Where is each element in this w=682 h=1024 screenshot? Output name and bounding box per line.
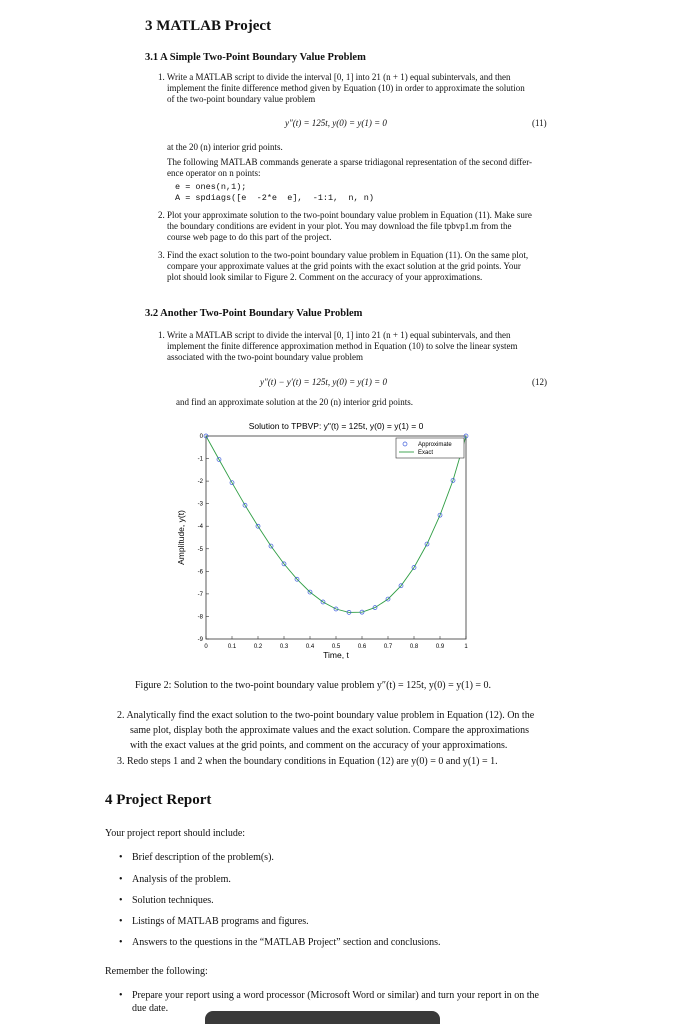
report-bullet-4: • Listings of MATLAB programs and figures. bbox=[132, 916, 309, 927]
s32-item-1 bbox=[158, 330, 558, 364]
subsection-3-1-title: 3.1 A Simple Two-Point Boundary Value Problem bbox=[145, 52, 366, 63]
s32-item2-line1: 2. Analytically find the exact solution to the two-point boundary value problem in Equation (12). On the bbox=[117, 710, 535, 721]
y-tick-label: -8 bbox=[197, 614, 203, 621]
legend-approximate-label: Approximate bbox=[418, 442, 452, 448]
x-axis-label: Time, t bbox=[323, 650, 349, 660]
x-tick-label: 0.6 bbox=[357, 644, 367, 650]
s31-after-line1: at the 20 (n) interior grid points. bbox=[167, 142, 283, 152]
y-tick-label: -1 bbox=[197, 456, 203, 463]
y-tick-label: -5 bbox=[197, 546, 203, 553]
y-tick-label: -4 bbox=[197, 524, 203, 531]
report-bullet-2: • Analysis of the problem. bbox=[132, 874, 231, 885]
section-4-title: 4 Project Report bbox=[105, 792, 212, 808]
remember-bullet-line2: due date. bbox=[132, 1003, 169, 1014]
y-tick-label: -2 bbox=[197, 479, 203, 486]
y-tick-label: -6 bbox=[197, 569, 203, 576]
s31-item-3 bbox=[158, 250, 558, 284]
equation-12-number: (12) bbox=[532, 377, 547, 387]
x-tick-label: 0.7 bbox=[383, 644, 393, 650]
legend-exact-label: Exact bbox=[418, 450, 434, 456]
report-intro: Your project report should include: bbox=[105, 828, 246, 839]
s31-item1-line2: implement the finite difference method given by Equation (10) in order to approximate the solution bbox=[167, 83, 525, 94]
s31-item2-line1: 2. Plot your approximate solution to the two-point boundary value problem in Equation (11). Make sure bbox=[158, 210, 532, 220]
s32-item1-line1: 1. Write a MATLAB script to divide the interval [0, 1] into 21 (n + 1) equal subintervals, and then bbox=[158, 330, 511, 340]
s32-item2-line2: same plot, display both the approximate values and the exact solution. Compare the approximations bbox=[130, 725, 530, 736]
s31-item3-line3: plot should look similar to Figure 2. Comment on the accuracy of your approximations. bbox=[167, 272, 483, 283]
remember-heading: Remember the following: bbox=[105, 966, 208, 977]
report-bullet-3: • Solution techniques. bbox=[132, 895, 214, 906]
s31-after-eq bbox=[167, 142, 567, 180]
y-axis-label: Amplitude, y(t) bbox=[176, 510, 186, 565]
s32-item-2 bbox=[117, 708, 557, 753]
s31-item2-line2: the boundary conditions are evident in your plot. You may download the file tpbvp1.m from the bbox=[167, 221, 512, 232]
s31-after-line2: The following MATLAB commands generate a sparse tridiagonal representation of the second differ- bbox=[167, 157, 533, 168]
report-bullet-5: • Answers to the questions in the “MATLAB Project” section and conclusions. bbox=[132, 937, 441, 948]
remember-bullet-line1: • Prepare your report using a word processor (Microsoft Word or similar) and turn your report in on the bbox=[132, 990, 539, 1001]
y-tick-label: -3 bbox=[197, 501, 203, 508]
equation-12: y″(t) − y′(t) = 125t, y(0) = y(1) = 0 bbox=[260, 377, 387, 387]
s32-item2-line3: with the exact values at the grid points, and comment on the accuracy of your approximations. bbox=[130, 740, 508, 751]
y-tick-label: 0 bbox=[199, 434, 203, 440]
bottom-overlay-bar bbox=[205, 1011, 440, 1024]
s31-item1-line1: 1. Write a MATLAB script to divide the interval [0, 1] into 21 (n + 1) equal subintervals, and then bbox=[158, 72, 511, 82]
code-line-1: e = ones(n,1); bbox=[175, 182, 247, 192]
s31-item1-line3: of the two-point boundary value problem bbox=[167, 94, 316, 105]
s31-item-1 bbox=[158, 72, 558, 106]
s32-item1-line3: associated with the two-point boundary value problem bbox=[167, 352, 363, 363]
s31-item3-line2: compare your approximate values at the grid points with the exact solution at the grid points. Your bbox=[167, 261, 521, 272]
s31-item3-line1: 3. Find the exact solution to the two-point boundary value problem in Equation (11). On the same plot, bbox=[158, 250, 529, 260]
s31-item2-line3: course web page to do this part of the project. bbox=[167, 232, 332, 243]
figure-2-chart bbox=[170, 418, 480, 663]
s32-item-3: 3. Redo steps 1 and 2 when the boundary conditions in Equation (12) are y(0) = 0 and y(1) = 1. bbox=[117, 756, 498, 767]
equation-11-number: (11) bbox=[532, 118, 547, 128]
equation-11: y″(t) = 125t, y(0) = y(1) = 0 bbox=[285, 118, 387, 128]
x-tick-label: 1 bbox=[464, 644, 468, 650]
x-tick-label: 0.4 bbox=[305, 644, 315, 650]
x-tick-label: 0.5 bbox=[331, 644, 341, 650]
x-tick-label: 0 bbox=[204, 644, 208, 650]
y-tick-label: -9 bbox=[197, 637, 203, 643]
x-tick-label: 0.2 bbox=[253, 644, 263, 650]
code-line-2: A = spdiags([e -2*e e], -1:1, n, n) bbox=[175, 193, 374, 203]
x-tick-label: 0.1 bbox=[227, 644, 237, 650]
y-tick-label: -7 bbox=[197, 591, 203, 598]
report-bullet-1: • Brief description of the problem(s). bbox=[132, 852, 274, 863]
chart-title: Solution to TPBVP: y"(t) = 125t, y(0) = y(1) = 0 bbox=[248, 421, 424, 431]
x-tick-label: 0.9 bbox=[435, 644, 445, 650]
s31-item-2 bbox=[158, 210, 558, 244]
section-3-title: 3 MATLAB Project bbox=[145, 18, 272, 34]
s31-after-line3: ence operator on n points: bbox=[167, 168, 261, 179]
s32-item1-line2: implement the finite difference approximation method in Equation (10) to solve the linear system bbox=[167, 341, 518, 352]
figure-2-caption: Figure 2: Solution to the two-point boundary value problem y″(t) = 125t, y(0) = y(1) = 0. bbox=[135, 680, 492, 691]
s32-after-eq: and find an approximate solution at the 20 (n) interior grid points. bbox=[176, 397, 413, 407]
x-tick-label: 0.3 bbox=[279, 644, 289, 650]
subsection-3-2-title: 3.2 Another Two-Point Boundary Value Problem bbox=[145, 308, 363, 319]
x-tick-label: 0.8 bbox=[409, 644, 419, 650]
